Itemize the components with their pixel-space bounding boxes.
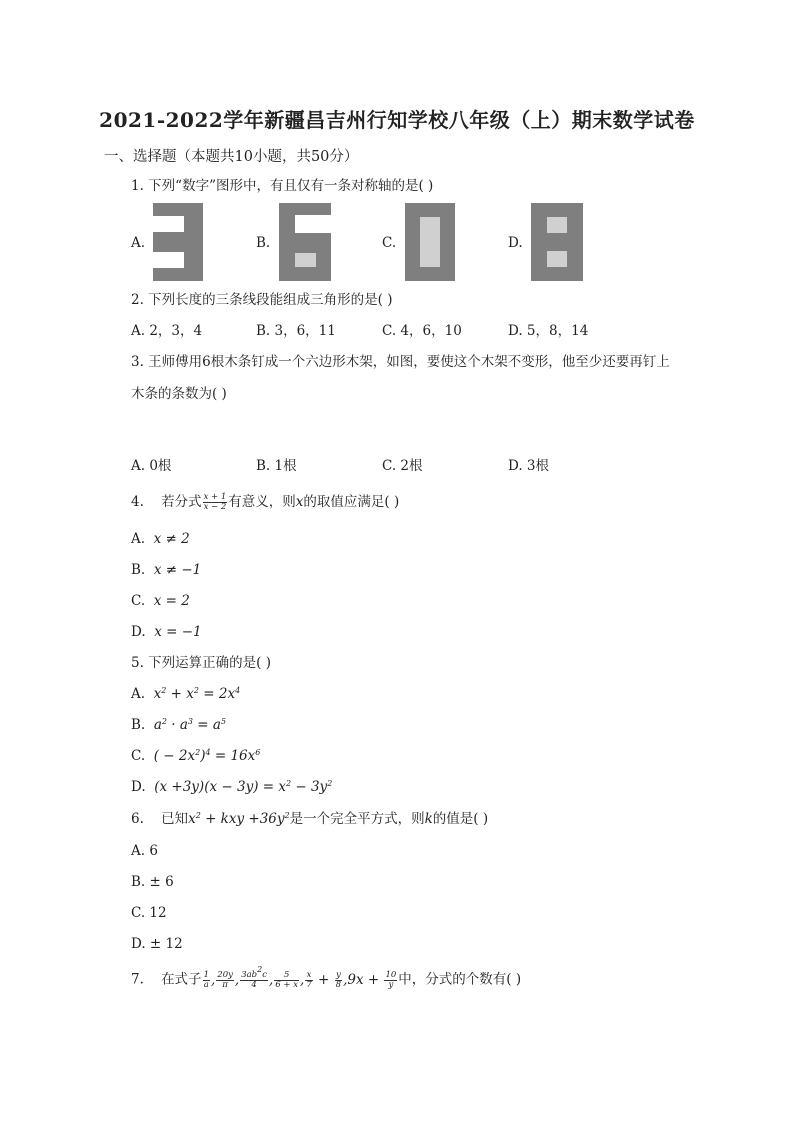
q3-option-c: C. 2根 xyxy=(382,458,423,474)
paper-title: 2021-2022学年新疆昌吉州行知学校八年级（上）期末数学试卷 xyxy=(99,108,695,132)
q2-stem: 2. 下列长度的三条线段能组成三角形的是( ) xyxy=(131,292,393,308)
q1-figure-digit-8 xyxy=(531,203,583,281)
q6-stem xyxy=(131,810,488,828)
q4-mid: 有意义，则 xyxy=(228,494,296,510)
q4-option-a xyxy=(131,530,190,548)
q7-pre: 在式子 xyxy=(161,971,202,988)
q4-option-b xyxy=(131,561,201,579)
q1-figure-digit-0 xyxy=(405,203,455,281)
q4-option-c-label: C. xyxy=(131,593,146,609)
q5-stem: 5. 下列运算正确的是( ) xyxy=(131,655,271,671)
q2-option-b: B. 3，6，11 xyxy=(256,323,336,339)
q3-option-d: D. 3根 xyxy=(508,458,550,474)
q4-variable: x xyxy=(295,494,304,510)
q4-option-d-label: D. xyxy=(131,624,146,640)
q5-option-d: D. $(x +3y)(x - 3y) = x^2 - 3y^2$ xyxy=(131,779,333,795)
q6-option-b: B. ± 6 xyxy=(131,874,174,890)
q4-option-d xyxy=(131,623,202,641)
q5-option-a: A. $x^2 + x^2 = 2x^4$ xyxy=(131,686,241,702)
q2-option-c: C. 4，6，10 xyxy=(382,323,462,339)
q5-option-b-label: B. xyxy=(131,717,146,733)
q1-label-b: B. xyxy=(256,235,271,251)
q7-stem xyxy=(131,965,522,990)
q4-option-a-label: A. xyxy=(131,531,146,547)
q1-stem: 1. 下列“数字”图形中，有且仅有一条对称轴的是( ) xyxy=(131,178,434,194)
q7-number: 7. xyxy=(131,971,144,988)
q4-option-b-math: x ≠ −1 xyxy=(153,562,202,578)
q4-fraction-numerator: x + 1 xyxy=(203,492,227,502)
q4-option-b-label: B. xyxy=(131,562,146,578)
q7-expressions: $\frac{1}{a}$ , $\frac{20y}{\pi}$ , $\frac{3ab^2c}{4}$ , $\frac{5}{6 + x}$ , $\frac{x}{7}$ + $\frac{y}{8}$ ,9x + $\frac{10}{y}$ xyxy=(203,965,397,990)
q2-option-a: A. 2，3，4 xyxy=(131,323,203,339)
q3-stem-line1: 3. 王师傅用6根木条钉成一个六边形木架，如图，要使这个木架不变形，他至少还要再钉上 xyxy=(131,354,670,370)
q4-option-a-math: x ≠ 2 xyxy=(153,531,190,547)
q4-stem xyxy=(131,493,399,512)
q1-label-c: C. xyxy=(382,235,397,251)
q3-stem-line2: 木条的条数为( ) xyxy=(131,386,227,402)
q2-option-d: D. 5，8，14 xyxy=(508,323,589,339)
q1-label-d: D. xyxy=(508,235,523,251)
q1-figure-digit-6 xyxy=(279,203,331,281)
q7-post: 中，分式的个数有( ) xyxy=(398,971,522,988)
q6-option-a: A. 6 xyxy=(131,843,158,859)
q6-option-c: C. 12 xyxy=(131,905,167,921)
q4-fraction-denominator: x − 2 xyxy=(203,502,227,512)
q5-option-b: B. $a^2 \cdot a^3 = a^5$ xyxy=(131,717,227,733)
q4-number: 4. xyxy=(131,494,144,510)
q3-option-b: B. 1根 xyxy=(256,458,297,474)
q6-number: 6. xyxy=(131,811,144,827)
q1-figure-digit-3 xyxy=(153,203,203,281)
q4-option-c xyxy=(131,592,190,610)
q5-option-a-label: A. xyxy=(131,686,146,702)
q5-option-c-label: C. xyxy=(131,748,146,764)
q6-expression: $x^2$ + kxy $+36y^2$ xyxy=(188,811,290,827)
q3-option-a: A. 0根 xyxy=(131,458,172,474)
q6-end: 的值是( ) xyxy=(432,811,489,827)
q6-variable: k xyxy=(424,811,433,827)
section-heading: 一、选择题（本题共10小题，共50分） xyxy=(104,149,359,165)
q4-option-d-math: x = −1 xyxy=(154,624,202,640)
q4-fraction xyxy=(203,493,228,512)
q4-post: 的取值应满足( ) xyxy=(303,494,400,510)
q1-label-a: A. xyxy=(131,235,146,251)
q4-option-c-math: x = 2 xyxy=(153,593,190,609)
q5-option-d-label: D. xyxy=(131,779,146,795)
q6-pre: 已知 xyxy=(161,811,189,827)
q5-option-c: C. ( − $2x^2)^4 = 16x^6$ xyxy=(131,748,261,764)
q4-pre: 若分式 xyxy=(161,494,202,510)
q6-post: 是一个完全平方式，则 xyxy=(289,811,425,827)
q6-option-d: D. ± 12 xyxy=(131,936,183,952)
